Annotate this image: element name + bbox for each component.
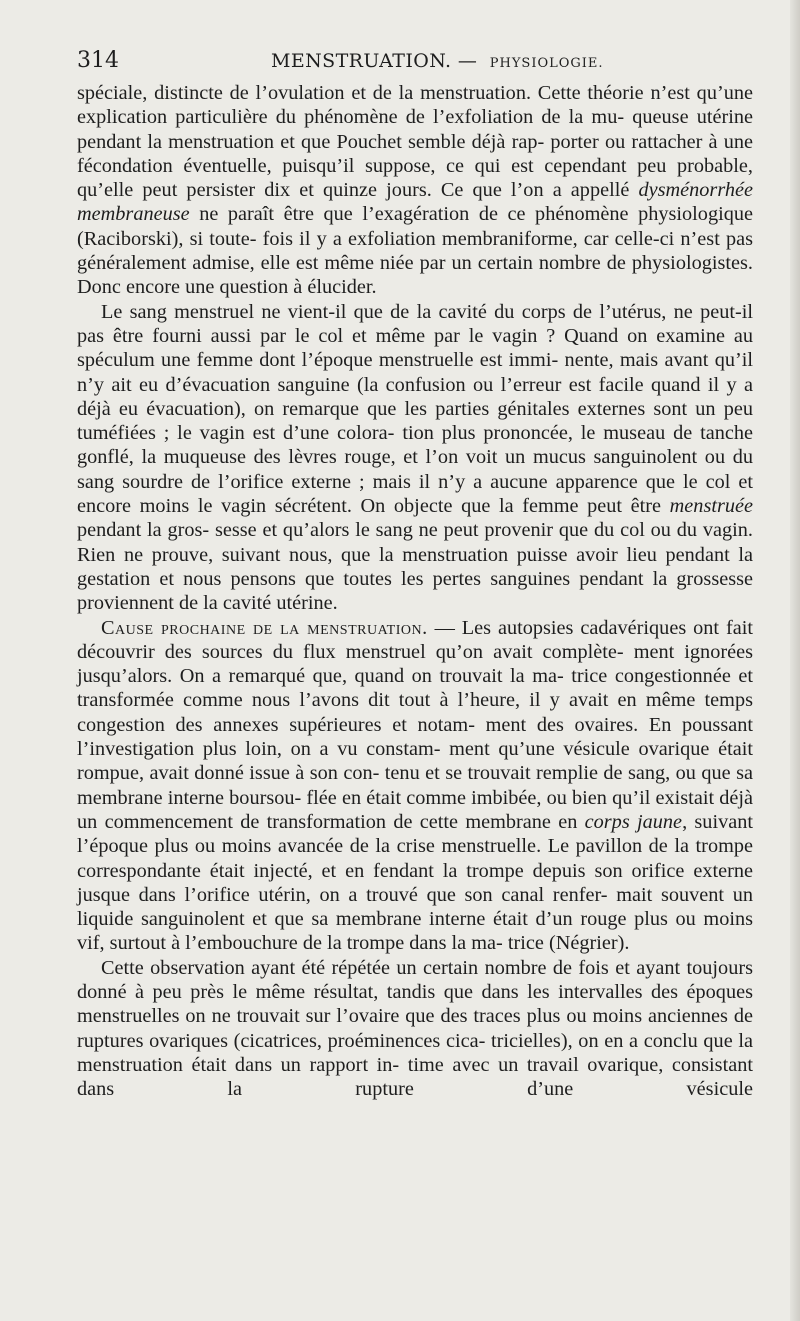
text-line: qu’une explication particulière du phénomène de l’exfoliation de la mu- bbox=[77, 82, 753, 129]
italic-term: dysménorrhée membraneuse bbox=[77, 179, 753, 226]
text-line: que l’exagération de ce phénomène physiologique (Raciborski), si toute- bbox=[77, 203, 754, 250]
text-run: , suivant l’époque bbox=[77, 810, 753, 858]
text-run: ne paraît être bbox=[189, 203, 314, 226]
text-line: ment ignorées jusqu’alors. On a remarqué que, quand on trouvait la ma- bbox=[77, 640, 753, 688]
italic-term: corps jaune bbox=[584, 810, 683, 833]
header-subtitle: PHYSIOLOGIE. bbox=[489, 56, 604, 71]
text-run: — Les autopsies cadavériques ont bbox=[427, 616, 720, 639]
text-line: grossesse proviennent de la cavité utérine. bbox=[77, 567, 753, 615]
text-line: qui est cependant peu probable, qu’elle peut persister dix et quinze bbox=[77, 154, 753, 202]
text-run: pendant la gros- bbox=[77, 519, 210, 542]
text-line: Le sang menstruel ne vient-il que de la cavité du corps de l’utérus, ne bbox=[101, 300, 693, 323]
text-line: admise, elle est même niée par un certain nombre de physiologistes. Donc bbox=[77, 252, 753, 299]
header-dash: — bbox=[451, 50, 484, 72]
text-line: tenu et se trouvait remplie de sang, ou que sa membrane interne boursou- bbox=[77, 762, 753, 809]
text-line: ou moins anciennes de ruptures ovariques (cicatrices, proéminences cica- bbox=[77, 1005, 753, 1052]
text-line: rouge, et l’on voit un mucus sanguinolent ou du sang sourdre de l’orifice bbox=[77, 446, 753, 493]
text-line: tricielles), on en a conclu que la menstruation était dans un rapport in- bbox=[77, 1029, 753, 1076]
text-line: correspondante était injecté, et en fendant la trompe depuis son orifice bbox=[77, 859, 685, 882]
text-line: des époques menstruelles on ne trouvait sur l’ovaire que des traces plus bbox=[77, 980, 753, 1028]
text-line: porter ou rattacher à une fécondation éventuelle, puisqu’il suppose, ce bbox=[77, 130, 753, 177]
text-run: jours. Ce que l’on a appellé bbox=[386, 179, 639, 202]
text-line: time avec un travail ovarique, consistant dans la rupture d’une vésicule bbox=[77, 1053, 753, 1101]
text-line: l’erreur est facile quand il y a déjà eu évacuation), on remarque que les bbox=[77, 373, 753, 420]
text-line: toujours donné à peu près le même résultat, tandis que dans les intervalles bbox=[77, 956, 753, 1003]
text-line: externe jusque dans l’orifice utérin, on a trouvé que son canal renfer- bbox=[77, 859, 754, 906]
running-title bbox=[271, 46, 604, 79]
text-line: peut-il pas être fourni aussi par le col et même par le vagin ? Quand on bbox=[77, 300, 754, 347]
text-line: spéciale, distincte de l’ovulation et de la menstruation. Cette théorie n’est bbox=[77, 82, 690, 104]
page-number: 314 bbox=[77, 48, 119, 73]
text-line: encore une question à élucider. bbox=[126, 276, 377, 299]
text-line: parties génitales externes sont un peu tuméfiées ; le vagin est d’une colora- bbox=[77, 397, 753, 445]
header-title: MENSTRUATION. bbox=[271, 50, 452, 72]
body-text bbox=[77, 81, 753, 1101]
text-line: trice congestionnée et transformée comme nous l’avons dit tout à l’heure, bbox=[77, 665, 753, 712]
text-line: sesse et qu’alors le sang ne peut provenir que du col ou du vagin. Rien bbox=[77, 519, 753, 566]
text-line: ment qu’une vésicule ovarique était rompue, avait donné issue à son con- bbox=[77, 738, 753, 785]
text-line: tion plus prononcée, le museau de tanche gonflé, la muqueuse des lèvres bbox=[77, 422, 753, 469]
page-edge bbox=[790, 0, 800, 1321]
text-line: il y avait en même temps congestion des annexes supérieures et notam- bbox=[77, 689, 753, 736]
text-line: fois il y a exfoliation membraniforme, car celle-ci n’est pas généralement bbox=[77, 227, 753, 275]
section-heading: Cause prochaine de la menstruation. bbox=[101, 616, 428, 639]
text-line: plus ou moins avancée de la crise menstruelle. Le pavillon de la trompe bbox=[154, 835, 753, 858]
text-line: gestation et nous pensons que toutes les pertes sanguines pendant la bbox=[77, 567, 668, 590]
text-line: externe ; mais il n’y a aucune apparence que le col et encore moins le vagin bbox=[77, 470, 753, 518]
text-line bbox=[101, 617, 719, 639]
running-header bbox=[77, 46, 753, 86]
text-line: fait découvrir des sources du flux menstruel qu’on avait complète- bbox=[77, 616, 753, 663]
paragraph bbox=[77, 956, 753, 1102]
text-run: sécrétent. On objecte que la femme peut être bbox=[274, 495, 670, 518]
paragraph bbox=[77, 81, 753, 300]
text-line: Cette observation ayant été répétée un certain nombre de fois et ayant bbox=[101, 956, 681, 979]
paragraph bbox=[77, 300, 753, 616]
text-line: flée en était comme imbibée, ou bien qu’il existait déjà un commencement bbox=[77, 786, 754, 833]
text-line: ment des ovaires. En poussant l’investigation plus loin, on a vu constam- bbox=[77, 713, 753, 761]
text-line: queuse utérine pendant la menstruation et que Pouchet semble déjà rap- bbox=[77, 106, 754, 153]
paragraph bbox=[77, 616, 753, 956]
text-run: de transformation de cette membrane en bbox=[240, 810, 585, 833]
text-line: trice (Négrier). bbox=[507, 932, 630, 955]
text-line: mait souvent un liquide sanguinolent et que sa membrane interne était d’un bbox=[77, 883, 754, 931]
text-line: rouge plus ou moins vif, surtout à l’embouchure de la trompe dans la ma- bbox=[77, 908, 754, 955]
italic-term: menstruée bbox=[669, 495, 754, 518]
text-line: nente, mais avant qu’il n’y ait eu d’évacuation sanguine (la confusion ou bbox=[77, 349, 753, 396]
text-line: examine au spéculum une femme dont l’époque menstruelle est immi- bbox=[77, 324, 753, 372]
text-line: ne prouve, suivant nous, que la menstruation puisse avoir lieu pendant la bbox=[123, 543, 753, 566]
